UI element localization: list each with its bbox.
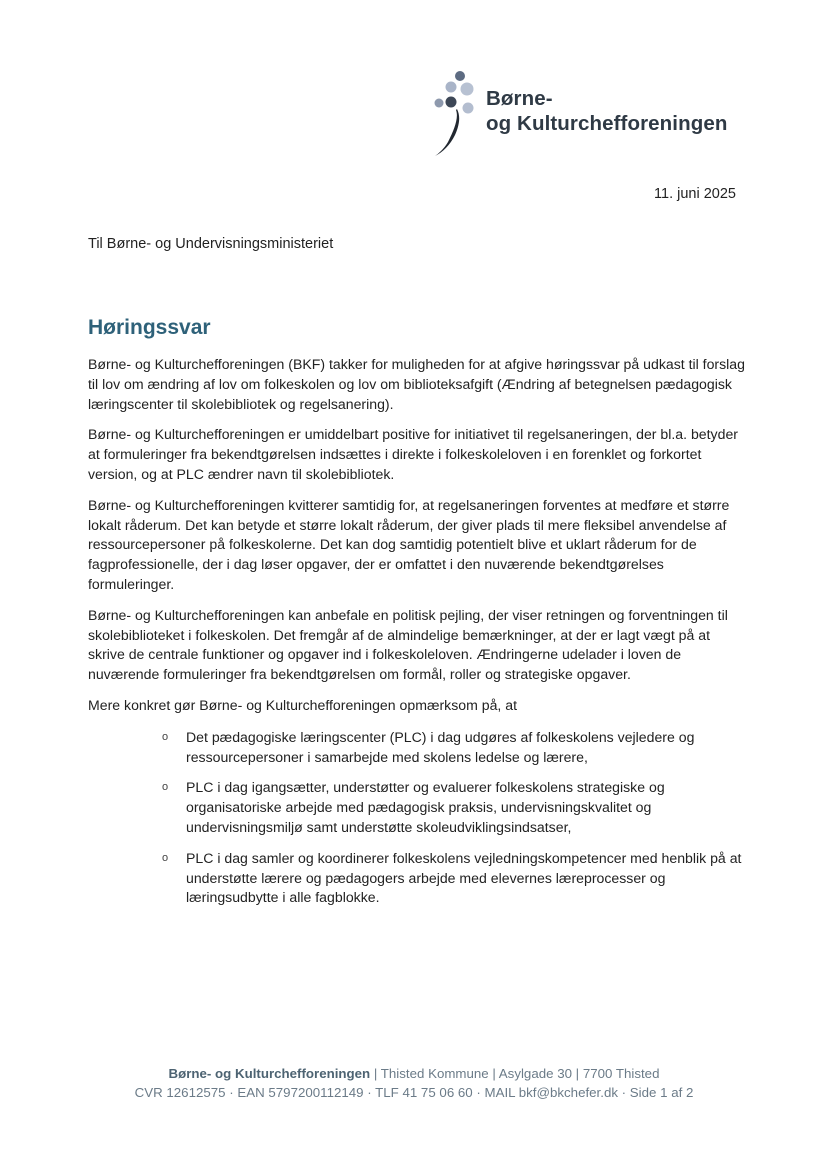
letter-date: 11. juni 2025: [654, 186, 736, 202]
paragraph: Børne- og Kulturchefforeningen er umiddelbart positive for initiativet til regelsaneringen, der bl.a. betyder at formuleringer fra bekendtgørelsen indsættes i direkte i folkeskoleloven i en forenklet og forkortet version, og at PLC ændrer navn til skolebibliotek.: [88, 426, 738, 482]
letter-body: [88, 355, 748, 919]
list-item-text: PLC i dag igangsætter, understøtter og evaluerer folkeskolens strategiske og organisatoriske arbejde med pædagogisk praksis, undervisningskvalitet og undervisningsmiljø samt understøtte skoleudviklingsindsatser,: [186, 779, 665, 835]
list-item-text: Det pædagogiske læringscenter (PLC) i dag udgøres af folkeskolens vejledere og ressourcepersoner i samarbejde med skolens ledelse og lærere,: [186, 728, 695, 765]
logo-wordmark: [486, 86, 727, 136]
paragraph: Børne- og Kulturchefforeningen kan anbefale en politisk pejling, der viser retningen og forventningen til skolebiblioteket i folkeskolen. Det fremgår af de almindelige bemærkninger, at der er lagt vægt på at skrive de centrale funktioner og opgaver ind i folkeskoleloven. Ændringerne udelader i loven de nuværende formuleringer fra bekendtgørelsen om formål, roller og strategiske opgaver.: [88, 606, 728, 683]
bullet-list: [88, 728, 748, 908]
organization-logo: [430, 68, 770, 160]
footer-line-1: [0, 1064, 828, 1083]
paragraph: Børne- og Kulturchefforeningen (BKF) takker for muligheden for at afgive høringssvar på udkast til forslag til lov om ændring af lov om folkeskolen og lov om biblioteksafgift (Ændring af betegnelsen pædagogisk læringscenter til skolebibliotek og regelsanering).: [88, 356, 745, 412]
list-item: [162, 849, 748, 908]
footer-line-2: CVR 12612575 · EAN 5797200112149 · TLF 41 75 06 60 · MAIL bkf@bkchefer.dk · Side 1 af 2: [134, 1085, 694, 1100]
list-item: [162, 728, 748, 768]
page-title: Høringssvar: [88, 316, 211, 339]
logo-line-1: Børne-: [486, 87, 553, 110]
footer-address: | Thisted Kommune | Asylgade 30 | 7700 Thisted: [370, 1066, 660, 1081]
footer-org-name: Børne- og Kulturchefforeningen: [168, 1066, 371, 1081]
page-footer: [0, 1064, 828, 1102]
intro-paragraph: Mere konkret gør Børne- og Kulturchefforeningen opmærksom på, at: [88, 696, 518, 713]
bullet-circle-icon: o: [162, 851, 169, 864]
tree-dots-icon: [430, 68, 490, 160]
bullet-circle-icon: o: [162, 781, 169, 794]
bullet-circle-icon: o: [162, 730, 169, 743]
list-item: [162, 778, 748, 837]
logo-line-2: og Kulturchefforeningen: [486, 112, 728, 135]
paragraph: Børne- og Kulturchefforeningen kvitterer samtidig for, at regelsaneringen forventes at medføre et større lokalt råderum. Det kan betyde et større lokalt råderum, der giver plads til mere fleksibel anvendelse af ressourcepersoner på folkeskolerne. Det kan dog samtidig potentielt blive et uklart råderum for de fagprofessionelle, der i dag løser opgaver, der er omfattet i den nuværende bekendtgørelses formuleringer.: [88, 496, 730, 592]
recipient-line: Til Børne- og Undervisningsministeriet: [88, 236, 334, 252]
list-item-text: PLC i dag samler og koordinerer folkeskolens vejledningskompetencer med henblik på at understøtte lærere og pædagogers arbejde med elevernes læreprocesser og læringsudbytte i alle fagblokke.: [186, 849, 742, 906]
